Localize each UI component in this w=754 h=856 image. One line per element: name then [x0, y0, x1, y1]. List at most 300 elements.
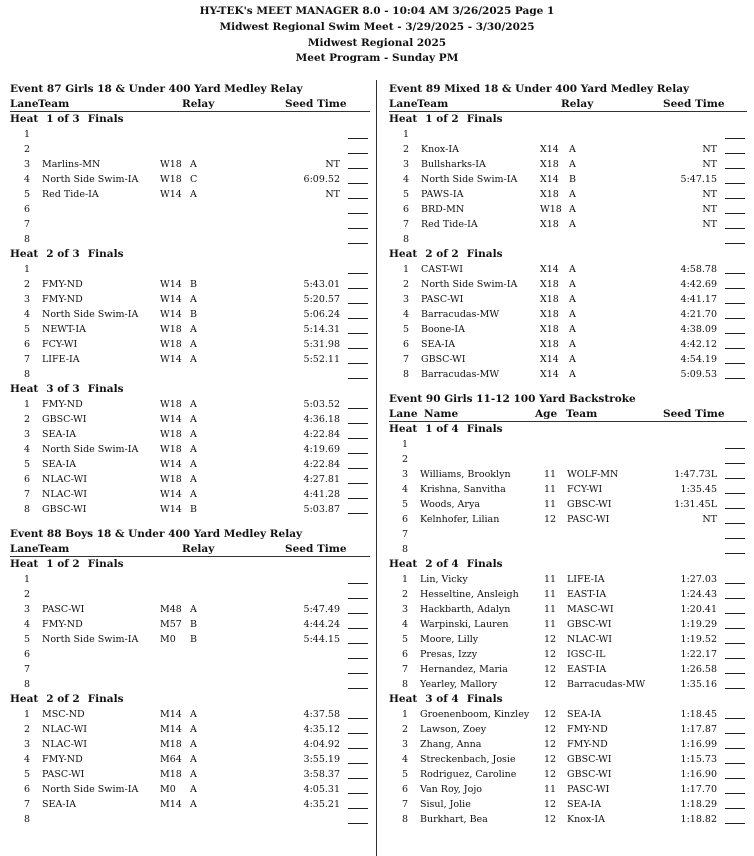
swimmer-name: Yearley, Mallory — [420, 679, 498, 690]
heat-title — [389, 112, 747, 127]
table-row — [10, 752, 370, 767]
seed-time: 1:31.45L — [674, 499, 717, 510]
heat-type: Finals — [87, 693, 124, 705]
finals-time-blank — [348, 673, 368, 674]
age-group: W14 — [160, 489, 182, 500]
table-row — [10, 427, 370, 442]
finals-time-blank — [348, 408, 368, 409]
age-group: X18 — [540, 324, 559, 335]
lane-number: 1 — [24, 399, 31, 410]
age-group: X18 — [540, 339, 559, 350]
lane-number: 7 — [402, 799, 409, 810]
swimmer-age: 12 — [544, 514, 557, 525]
finals-time-blank — [725, 628, 745, 629]
col-lane: Lane — [10, 543, 39, 555]
swimmer-age: 11 — [544, 574, 557, 585]
finals-time-blank — [725, 598, 745, 599]
table-row — [10, 142, 370, 157]
table-row — [10, 307, 370, 322]
relay-letter: A — [569, 354, 576, 365]
finals-time-blank — [348, 183, 368, 184]
table-row — [389, 202, 747, 217]
table-row — [389, 187, 747, 202]
team-name: PASC-WI — [42, 604, 85, 615]
finals-time-blank — [725, 243, 745, 244]
age-group: M18 — [160, 739, 182, 750]
table-row — [389, 482, 747, 497]
age-group: X18 — [540, 294, 559, 305]
table-row — [10, 737, 370, 752]
finals-time-blank — [348, 658, 368, 659]
finals-time-blank — [725, 733, 745, 734]
finals-time-blank — [348, 583, 368, 584]
swimmer-name: Rodriguez, Caroline — [420, 769, 517, 780]
swimmer-age: 12 — [544, 724, 557, 735]
seed-time: 5:52.11 — [303, 354, 340, 365]
lane-number: 4 — [24, 444, 31, 455]
finals-time-blank — [348, 423, 368, 424]
finals-time-blank — [725, 228, 745, 229]
col-relay: Relay — [182, 98, 215, 110]
team-name: North Side Swim-IA — [421, 174, 518, 185]
table-row — [10, 617, 370, 632]
lane-number: 7 — [24, 799, 31, 810]
lane-number: 3 — [24, 429, 31, 440]
seed-time: NT — [702, 189, 717, 200]
team-name: Boone-IA — [421, 324, 465, 335]
table-row — [10, 812, 370, 827]
lane-number: 5 — [24, 189, 31, 200]
table-row — [389, 587, 747, 602]
col-age: Age — [535, 408, 558, 420]
table-row — [10, 647, 370, 662]
seed-time: 1:18.82 — [680, 814, 717, 825]
age-group: W14 — [160, 354, 182, 365]
team-name: GBSC-WI — [567, 754, 612, 765]
swimmer-name: Lin, Vicky — [420, 574, 468, 585]
seed-time: 1:47.73L — [674, 469, 717, 480]
table-row — [10, 232, 370, 247]
seed-time: NT — [325, 159, 340, 170]
heat-number: 3 of 3 — [46, 383, 80, 395]
heat-label: Heat — [389, 558, 418, 570]
heat-title — [389, 557, 747, 572]
finals-time-blank — [725, 808, 745, 809]
lane-number: 4 — [403, 309, 410, 320]
heat-type: Finals — [466, 248, 503, 260]
heat-title — [10, 247, 370, 262]
table-row — [10, 487, 370, 502]
table-row — [389, 722, 747, 737]
team-name: FMY-ND — [42, 294, 83, 305]
seed-time: 1:22.17 — [680, 649, 717, 660]
age-group: X14 — [540, 264, 559, 275]
relay-letter: B — [190, 634, 197, 645]
table-row — [10, 472, 370, 487]
seed-time: 4:35.12 — [303, 724, 340, 735]
lane-number: 4 — [403, 174, 410, 185]
finals-time-blank — [348, 243, 368, 244]
lane-number: 1 — [403, 264, 410, 275]
seed-time: 1:24.43 — [680, 589, 717, 600]
relay-letter: A — [569, 159, 576, 170]
relay-letter: B — [190, 504, 197, 515]
table-row — [389, 217, 747, 232]
lane-number: 2 — [24, 144, 31, 155]
table-row — [389, 782, 747, 797]
seed-time: 1:15.73 — [680, 754, 717, 765]
heat-number: 1 of 2 — [425, 113, 459, 125]
finals-time-blank — [348, 198, 368, 199]
team-name: GBSC-WI — [567, 619, 612, 630]
table-row — [10, 677, 370, 692]
lane-number: 8 — [402, 544, 409, 555]
swimmer-name: Groenenboom, Kinzley — [420, 709, 530, 720]
meet-name: Midwest Regional Swim Meet - 3/29/2025 - 3/30/2025 — [219, 21, 535, 33]
finals-time-blank — [725, 448, 745, 449]
relay-letter: A — [569, 189, 576, 200]
finals-time-blank — [348, 378, 368, 379]
team-name: FMY-ND — [42, 619, 83, 630]
event-title: Event 87 Girls 18 & Under 400 Yard Medley Relay — [10, 83, 303, 95]
lane-number: 1 — [402, 574, 409, 585]
heat-title — [10, 112, 370, 127]
team-name: NLAC-WI — [567, 634, 612, 645]
age-group: W18 — [160, 159, 182, 170]
relay-letter: A — [190, 354, 197, 365]
team-name: NLAC-WI — [42, 474, 87, 485]
seed-time: 1:27.03 — [680, 574, 717, 585]
team-name: North Side Swim-IA — [42, 634, 139, 645]
seed-time: 6:09.52 — [303, 174, 340, 185]
seed-time: 4:41.17 — [680, 294, 717, 305]
seed-time: 4:35.21 — [303, 799, 340, 810]
seed-time: NT — [325, 189, 340, 200]
relay-letter: A — [190, 739, 197, 750]
heat-type: Finals — [466, 693, 503, 705]
relay-letter: A — [190, 414, 197, 425]
table-row — [389, 797, 747, 812]
left-column — [10, 82, 370, 827]
age-group: M0 — [160, 784, 176, 795]
lane-number: 3 — [24, 159, 31, 170]
team-name: FCY-WI — [567, 484, 603, 495]
team-name: IGSC-IL — [567, 649, 606, 660]
table-row — [389, 647, 747, 662]
swimmer-name: Van Roy, Jojo — [420, 784, 483, 795]
finals-time-blank — [348, 688, 368, 689]
lane-number: 8 — [403, 234, 410, 245]
swimmer-name: Hesseltine, Ansleigh — [420, 589, 519, 600]
seed-time: 5:20.57 — [303, 294, 340, 305]
age-group: W14 — [160, 414, 182, 425]
swimmer-age: 12 — [544, 709, 557, 720]
table-row — [10, 767, 370, 782]
finals-time-blank — [725, 613, 745, 614]
seed-time: 4:54.19 — [680, 354, 717, 365]
seed-time: 5:14.31 — [303, 324, 340, 335]
heat-label: Heat — [10, 383, 39, 395]
lane-number: 6 — [24, 204, 31, 215]
heat-label: Heat — [389, 113, 418, 125]
seed-time: 3:58.37 — [303, 769, 340, 780]
team-name: NLAC-WI — [42, 489, 87, 500]
lane-number: 6 — [24, 784, 31, 795]
table-row — [389, 527, 747, 542]
lane-number: 6 — [24, 474, 31, 485]
table-row — [389, 512, 747, 527]
age-group: M48 — [160, 604, 182, 615]
swimmer-age: 12 — [544, 679, 557, 690]
team-name: FMY-ND — [42, 279, 83, 290]
swimmer-name: Lawson, Zoey — [420, 724, 487, 735]
finals-time-blank — [348, 468, 368, 469]
team-name: EAST-IA — [567, 589, 607, 600]
seed-time: 1:16.90 — [680, 769, 717, 780]
table-row — [10, 502, 370, 517]
table-row — [389, 467, 747, 482]
heat-label: Heat — [10, 113, 39, 125]
age-group: M57 — [160, 619, 182, 630]
heat-title — [389, 422, 747, 437]
seed-time: 1:16.99 — [680, 739, 717, 750]
col-seed: Seed Time — [663, 98, 725, 110]
col-team: Team — [417, 98, 449, 110]
lane-number: 5 — [402, 499, 409, 510]
finals-time-blank — [348, 438, 368, 439]
relay-letter: A — [190, 769, 197, 780]
team-name: North Side Swim-IA — [42, 444, 139, 455]
team-name: GBSC-WI — [567, 499, 612, 510]
finals-time-blank — [348, 613, 368, 614]
age-group: X18 — [540, 219, 559, 230]
finals-time-blank — [725, 378, 745, 379]
col-lane: Lane — [389, 408, 418, 420]
lane-number: 3 — [24, 294, 31, 305]
lane-number: 7 — [24, 219, 31, 230]
finals-time-blank — [725, 583, 745, 584]
table-row — [389, 322, 747, 337]
table-row — [389, 142, 747, 157]
seed-time: 5:03.52 — [303, 399, 340, 410]
team-name: Barracudas-MW — [421, 369, 500, 380]
finals-time-blank — [725, 198, 745, 199]
heat-type: Finals — [466, 423, 503, 435]
finals-time-blank — [348, 453, 368, 454]
team-name: MASC-WI — [567, 604, 614, 615]
table-row — [389, 352, 747, 367]
lane-number: 3 — [24, 604, 31, 615]
lane-number: 1 — [24, 574, 31, 585]
heat-number: 1 of 4 — [425, 423, 459, 435]
seed-time: 1:18.45 — [680, 709, 717, 720]
table-row — [389, 262, 747, 277]
lane-number: 3 — [402, 469, 409, 480]
finals-time-blank — [725, 478, 745, 479]
table-row — [10, 187, 370, 202]
finals-time-blank — [725, 823, 745, 824]
finals-time-blank — [725, 748, 745, 749]
table-row — [389, 752, 747, 767]
finals-time-blank — [725, 793, 745, 794]
lane-number: 2 — [402, 724, 409, 735]
col-seed: Seed Time — [285, 543, 347, 555]
finals-time-blank — [725, 463, 745, 464]
heat-type: Finals — [466, 558, 503, 570]
seed-time: 4:04.92 — [303, 739, 340, 750]
team-name: LIFE-IA — [42, 354, 80, 365]
relay-letter: A — [569, 279, 576, 290]
finals-time-blank — [348, 213, 368, 214]
lane-number: 6 — [403, 339, 410, 350]
seed-time: 4:42.69 — [680, 279, 717, 290]
finals-time-blank — [725, 303, 745, 304]
col-relay: Relay — [182, 543, 215, 555]
swimmer-name: Hackbarth, Adalyn — [420, 604, 511, 615]
finals-time-blank — [725, 138, 745, 139]
age-group: W14 — [160, 309, 182, 320]
lane-number: 7 — [403, 219, 410, 230]
lane-number: 4 — [24, 174, 31, 185]
lane-number: 1 — [402, 439, 409, 450]
finals-time-blank — [348, 288, 368, 289]
swimmer-name: Zhang, Anna — [420, 739, 482, 750]
lane-number: 6 — [402, 649, 409, 660]
age-group: W18 — [540, 204, 562, 215]
table-row — [10, 572, 370, 587]
seed-time: 4:27.81 — [303, 474, 340, 485]
seed-time: 1:19.29 — [680, 619, 717, 630]
age-group: M14 — [160, 709, 182, 720]
seed-time: 1:26.58 — [680, 664, 717, 675]
team-name: SEA-IA — [42, 429, 77, 440]
swimmer-name: Williams, Brooklyn — [420, 469, 511, 480]
relay-letter: A — [190, 444, 197, 455]
finals-time-blank — [725, 643, 745, 644]
team-name: PASC-WI — [42, 769, 85, 780]
heat-title — [10, 382, 370, 397]
relay-letter: A — [190, 339, 197, 350]
finals-time-blank — [348, 483, 368, 484]
table-row — [10, 127, 370, 142]
relay-letter: A — [190, 754, 197, 765]
finals-time-blank — [725, 273, 745, 274]
lane-number: 2 — [24, 724, 31, 735]
heat-label: Heat — [10, 558, 39, 570]
age-group: M64 — [160, 754, 182, 765]
lane-number: 3 — [24, 739, 31, 750]
heat-title — [389, 247, 747, 262]
heat-type: Finals — [87, 558, 124, 570]
lane-number: 8 — [24, 234, 31, 245]
finals-time-blank — [348, 228, 368, 229]
relay-letter: B — [190, 309, 197, 320]
lane-number: 4 — [402, 754, 409, 765]
heat-title — [10, 692, 370, 707]
finals-time-blank — [348, 643, 368, 644]
finals-time-blank — [725, 348, 745, 349]
heat-title — [389, 692, 747, 707]
team-name: PAWS-IA — [421, 189, 464, 200]
seed-time: 1:35.45 — [680, 484, 717, 495]
swimmer-age: 12 — [544, 664, 557, 675]
table-row — [389, 232, 747, 247]
age-group: W18 — [160, 339, 182, 350]
finals-time-blank — [725, 153, 745, 154]
column-headers — [389, 407, 747, 422]
relay-letter: A — [569, 309, 576, 320]
finals-time-blank — [348, 363, 368, 364]
seed-time: NT — [702, 159, 717, 170]
seed-time: 4:19.69 — [303, 444, 340, 455]
swimmer-age: 11 — [544, 784, 557, 795]
seed-time: 4:21.70 — [680, 309, 717, 320]
lane-number: 5 — [24, 459, 31, 470]
heat-label: Heat — [10, 248, 39, 260]
relay-letter: A — [190, 724, 197, 735]
lane-number: 4 — [402, 619, 409, 630]
team-name: EAST-IA — [567, 664, 607, 675]
finals-time-blank — [348, 823, 368, 824]
table-row — [389, 767, 747, 782]
team-name: SEA-IA — [421, 339, 456, 350]
report-header-line1: HY-TEK's MEET MANAGER 8.0 - 10:04 AM 3/26/2025 Page 1 — [199, 5, 555, 17]
team-name: Barracudas-MW — [421, 309, 500, 320]
swimmer-name: Kelnhofer, Lilian — [420, 514, 500, 525]
seed-time: 5:47.15 — [680, 174, 717, 185]
finals-time-blank — [725, 213, 745, 214]
age-group: M14 — [160, 724, 182, 735]
event-title: Event 90 Girls 11-12 100 Yard Backstroke — [389, 393, 636, 405]
swimmer-name: Sisul, Jolie — [420, 799, 471, 810]
relay-letter: A — [569, 264, 576, 275]
seed-time: 4:36.18 — [303, 414, 340, 425]
relay-letter: A — [190, 604, 197, 615]
finals-time-blank — [348, 498, 368, 499]
swimmer-age: 12 — [544, 739, 557, 750]
heat-number: 2 of 4 — [425, 558, 459, 570]
table-row — [389, 497, 747, 512]
table-row — [389, 542, 747, 557]
team-name: North Side Swim-IA — [421, 279, 518, 290]
finals-time-blank — [725, 333, 745, 334]
team-name: SEA-IA — [567, 799, 602, 810]
lane-number: 8 — [403, 369, 410, 380]
seed-time: 1:20.41 — [680, 604, 717, 615]
lane-number: 7 — [24, 354, 31, 365]
team-name: FCY-WI — [42, 339, 78, 350]
seed-time: NT — [702, 204, 717, 215]
lane-number: 1 — [402, 709, 409, 720]
finals-time-blank — [348, 733, 368, 734]
team-name: PASC-WI — [421, 294, 464, 305]
lane-number: 8 — [24, 369, 31, 380]
table-row — [389, 617, 747, 632]
age-group: M14 — [160, 799, 182, 810]
lane-number: 6 — [24, 339, 31, 350]
team-name: Marlins-MN — [42, 159, 101, 170]
finals-time-blank — [348, 793, 368, 794]
table-row — [389, 437, 747, 452]
seed-time: NT — [702, 144, 717, 155]
team-name: CAST-WI — [421, 264, 463, 275]
swimmer-age: 12 — [544, 634, 557, 645]
age-group: W18 — [160, 429, 182, 440]
relay-letter: B — [190, 279, 197, 290]
finals-time-blank — [348, 718, 368, 719]
team-name: SEA-IA — [42, 799, 77, 810]
spacer — [10, 517, 370, 527]
